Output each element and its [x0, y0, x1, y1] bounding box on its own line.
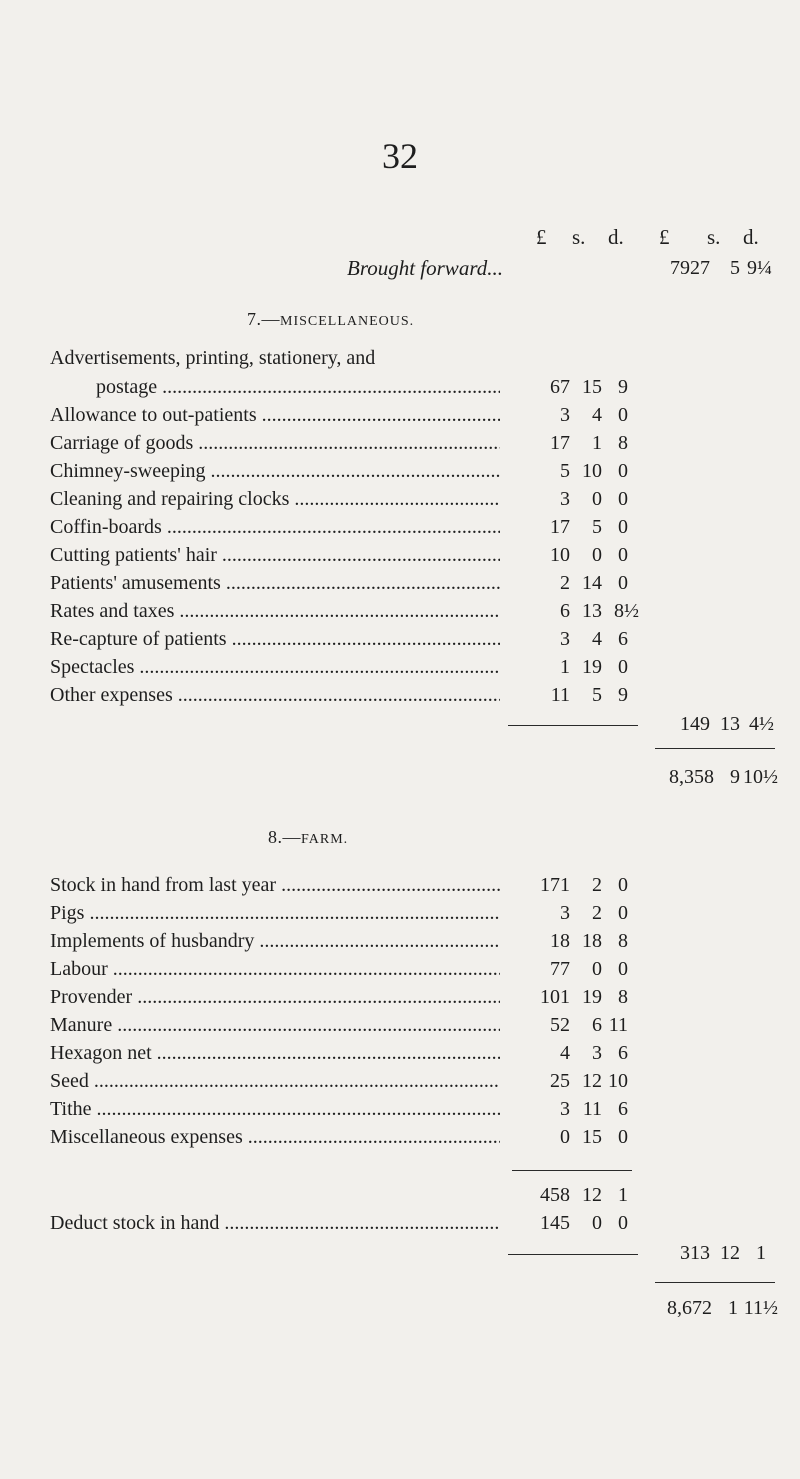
misc-row-shillings: 4	[592, 628, 602, 650]
misc-row-shillings: 1	[592, 432, 602, 454]
misc-row-shillings: 15	[582, 376, 602, 398]
farm-total-rule	[508, 1254, 638, 1255]
farm-row-label: Seed .....	[50, 1069, 500, 1093]
farm-total-pounds: 313	[680, 1242, 710, 1264]
misc-row-label: Cleaning and repairing clocks .....	[50, 487, 500, 511]
misc-row-shillings: 5	[592, 516, 602, 538]
deduct-stock-shillings: 0	[592, 1212, 602, 1234]
farm-row-pounds: 4	[560, 1042, 570, 1064]
farm-row-pence: 11	[608, 1014, 628, 1036]
farm-total-pence: 1	[756, 1242, 766, 1264]
farm-row-shillings: 0	[592, 958, 602, 980]
misc-row-label: Coffin-boards .....	[50, 515, 500, 539]
misc-row-pounds: 6	[560, 600, 570, 622]
misc-row-pounds: 11	[550, 684, 570, 706]
farm-row-label: Manure .....	[50, 1013, 500, 1037]
misc-row-label-line1: Advertisements, printing, stationery, and	[50, 347, 376, 369]
misc-row-shillings: 13	[582, 600, 602, 622]
misc-row-label: Cutting patients' hair .....	[50, 543, 500, 567]
running-total-pence: 10½	[743, 766, 778, 788]
farm-row-label: Labour .....	[50, 957, 500, 981]
misc-heading-number: 7.—	[247, 309, 280, 329]
misc-row-label: Chimney-sweeping .....	[50, 459, 500, 483]
farm-subtotal-pounds: 458	[540, 1184, 570, 1206]
deduct-stock-pounds: 145	[540, 1212, 570, 1234]
farm-row-pounds: 52	[550, 1014, 570, 1036]
misc-row-pence: 8½	[614, 600, 639, 622]
farm-row-pounds: 3	[560, 902, 570, 924]
misc-row-pounds: 3	[560, 404, 570, 426]
farm-row-label: Provender .....	[50, 985, 500, 1009]
farm-row-shillings: 11	[582, 1098, 602, 1120]
farm-row-pounds: 0	[560, 1126, 570, 1148]
farm-row-pence: 6	[618, 1098, 628, 1120]
misc-heading-title: MISCELLANEOUS.	[280, 314, 415, 329]
grand-total-pence: 11½	[743, 1297, 778, 1319]
right-pounds-header: £	[659, 225, 670, 249]
farm-row-pounds: 3	[560, 1098, 570, 1120]
grand-total-shillings: 1	[728, 1297, 738, 1319]
misc-row-label: Patients' amusements .....	[50, 571, 500, 595]
misc-row-shillings: 19	[582, 656, 602, 678]
farm-row-pence: 0	[618, 958, 628, 980]
farm-row-label: Implements of husbandry .....	[50, 929, 500, 953]
right-shillings-header: s.	[707, 225, 721, 249]
misc-row-pounds: 17	[550, 516, 570, 538]
left-shillings-header: s.	[572, 225, 586, 249]
brought-forward-pence: 9¼	[747, 257, 772, 279]
farm-row-pounds: 171	[540, 874, 570, 896]
farm-row-pence: 8	[618, 986, 628, 1008]
misc-row-shillings: 10	[582, 460, 602, 482]
farm-row-pounds: 101	[540, 986, 570, 1008]
misc-row-label: postage .....	[96, 375, 500, 399]
misc-row-pence: 0	[618, 488, 628, 510]
misc-row-pounds: 5	[560, 460, 570, 482]
farm-row-shillings: 6	[592, 1014, 602, 1036]
brought-forward-label: Brought forward...	[347, 256, 503, 280]
farm-row-shillings: 2	[592, 902, 602, 924]
misc-row-shillings: 14	[582, 572, 602, 594]
misc-row-pence: 0	[618, 516, 628, 538]
misc-row-pence: 8	[618, 432, 628, 454]
running-total-pounds: 8,358	[669, 766, 714, 788]
misc-row-label: Carriage of goods .....	[50, 431, 500, 455]
farm-row-pence: 10	[608, 1070, 628, 1092]
misc-total-pence: 4½	[749, 713, 774, 735]
farm-row-label: Miscellaneous expenses .....	[50, 1125, 500, 1149]
misc-total-pounds: 149	[680, 713, 710, 735]
misc-row-shillings: 4	[592, 404, 602, 426]
misc-row-pence: 0	[618, 404, 628, 426]
misc-row-pounds: 3	[560, 488, 570, 510]
left-pounds-header: £	[536, 225, 547, 249]
deduct-stock-label: Deduct stock in hand .....	[50, 1211, 500, 1235]
misc-row-pounds: 17	[550, 432, 570, 454]
farm-row-shillings: 2	[592, 874, 602, 896]
farm-row-pounds: 18	[550, 930, 570, 952]
farm-row-pence: 8	[618, 930, 628, 952]
misc-row-pence: 9	[618, 684, 628, 706]
farm-row-pounds: 77	[550, 958, 570, 980]
misc-row-label: Allowance to out-patients .....	[50, 403, 500, 427]
brought-forward-shillings: 5	[730, 257, 740, 279]
misc-row-shillings: 0	[592, 544, 602, 566]
farm-heading-title: FARM.	[301, 832, 349, 847]
misc-row-pounds: 10	[550, 544, 570, 566]
farm-row-label: Pigs .....	[50, 901, 500, 925]
misc-row-pence: 6	[618, 628, 628, 650]
misc-row-pounds: 2	[560, 572, 570, 594]
farm-row-shillings: 15	[582, 1126, 602, 1148]
misc-row-shillings: 5	[592, 684, 602, 706]
farm-row-label: Tithe .....	[50, 1097, 500, 1121]
misc-row-pence: 0	[618, 656, 628, 678]
farm-row-pounds: 25	[550, 1070, 570, 1092]
farm-row-shillings: 18	[582, 930, 602, 952]
farm-row-shillings: 19	[582, 986, 602, 1008]
misc-row-label: Spectacles .....	[50, 655, 500, 679]
farm-subtotal-shillings: 12	[582, 1184, 602, 1206]
deduct-stock-pence: 0	[618, 1212, 628, 1234]
left-pence-header: d.	[608, 225, 624, 249]
misc-total-shillings: 13	[720, 713, 740, 735]
misc-section-heading	[247, 308, 414, 333]
page-number: 32	[382, 136, 418, 176]
farm-row-pence: 0	[618, 1126, 628, 1148]
farm-row-pence: 6	[618, 1042, 628, 1064]
farm-heading-number: 8.—	[268, 827, 301, 847]
running-total-rule	[655, 748, 775, 749]
grand-total-rule	[655, 1282, 775, 1283]
farm-row-shillings: 12	[582, 1070, 602, 1092]
farm-row-pence: 0	[618, 902, 628, 924]
farm-subtotal-pence: 1	[618, 1184, 628, 1206]
misc-row-pounds: 67	[550, 376, 570, 398]
misc-row-pence: 0	[618, 460, 628, 482]
misc-row-pence: 9	[618, 376, 628, 398]
brought-forward-pounds: 7927	[670, 257, 710, 279]
misc-row-pence: 0	[618, 544, 628, 566]
misc-row-pence: 0	[618, 572, 628, 594]
farm-row-pence: 0	[618, 874, 628, 896]
misc-row-pounds: 1	[560, 656, 570, 678]
misc-total-rule	[508, 725, 638, 726]
farm-subtotal-rule	[512, 1170, 632, 1171]
misc-row-pounds: 3	[560, 628, 570, 650]
misc-row-label: Other expenses .....	[50, 683, 500, 707]
farm-total-shillings: 12	[720, 1242, 740, 1264]
right-pence-header: d.	[743, 225, 759, 249]
farm-section-heading	[268, 826, 348, 851]
misc-row-label: Re-capture of patients .....	[50, 627, 500, 651]
farm-row-label: Hexagon net .....	[50, 1041, 500, 1065]
misc-row-label: Rates and taxes .....	[50, 599, 500, 623]
farm-row-label: Stock in hand from last year .....	[50, 873, 500, 897]
grand-total-pounds: 8,672	[667, 1297, 712, 1319]
misc-row-shillings: 0	[592, 488, 602, 510]
running-total-shillings: 9	[730, 766, 740, 788]
farm-row-shillings: 3	[592, 1042, 602, 1064]
